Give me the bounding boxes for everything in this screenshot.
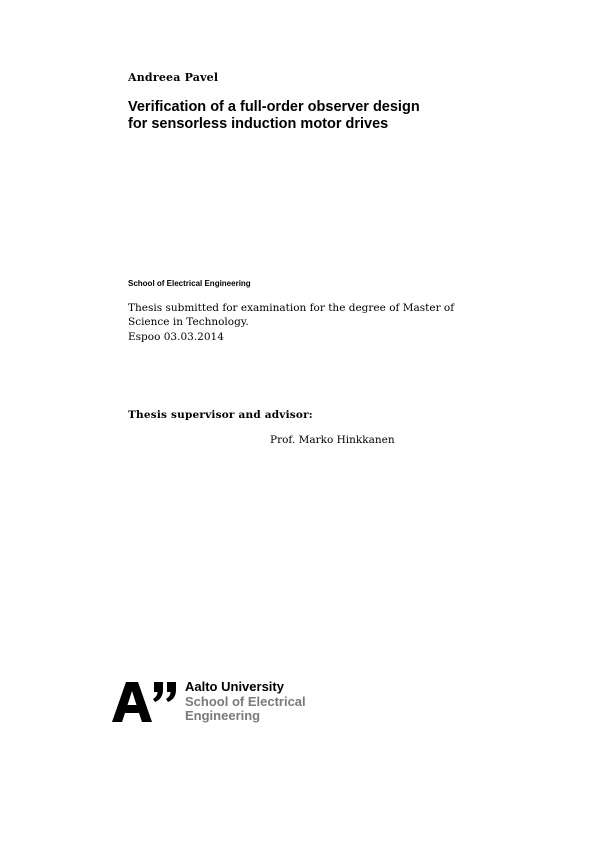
supervisor-heading: Thesis supervisor and advisor: [128,409,313,421]
submission-date: Espoo 03.03.2014 [128,331,224,343]
supervisor-name: Prof. Marko Hinkkanen [270,434,395,446]
thesis-title-line-2: for sensorless induction motor drives [128,116,389,132]
logo-school-line-1: School of Electrical [185,693,306,709]
author-name: Andreea Pavel [128,71,219,84]
logo-wordmark [185,680,306,724]
thesis-statement-line-2: Science in Technology. [128,316,249,328]
aalto-university-logo [112,680,332,724]
school-name: School of Electrical Engineering [128,279,251,288]
thesis-title [128,99,468,133]
thesis-statement [128,301,458,329]
aalto-a-quote-logo-icon [112,682,180,722]
logo-school-line-2: Engineering [185,708,261,723]
logo-university-name: Aalto University [185,679,284,694]
thesis-statement-line-1: Thesis submitted for examination for the degree of Master of [128,302,455,314]
thesis-title-line-1: Verification of a full-order observer design [128,99,420,115]
